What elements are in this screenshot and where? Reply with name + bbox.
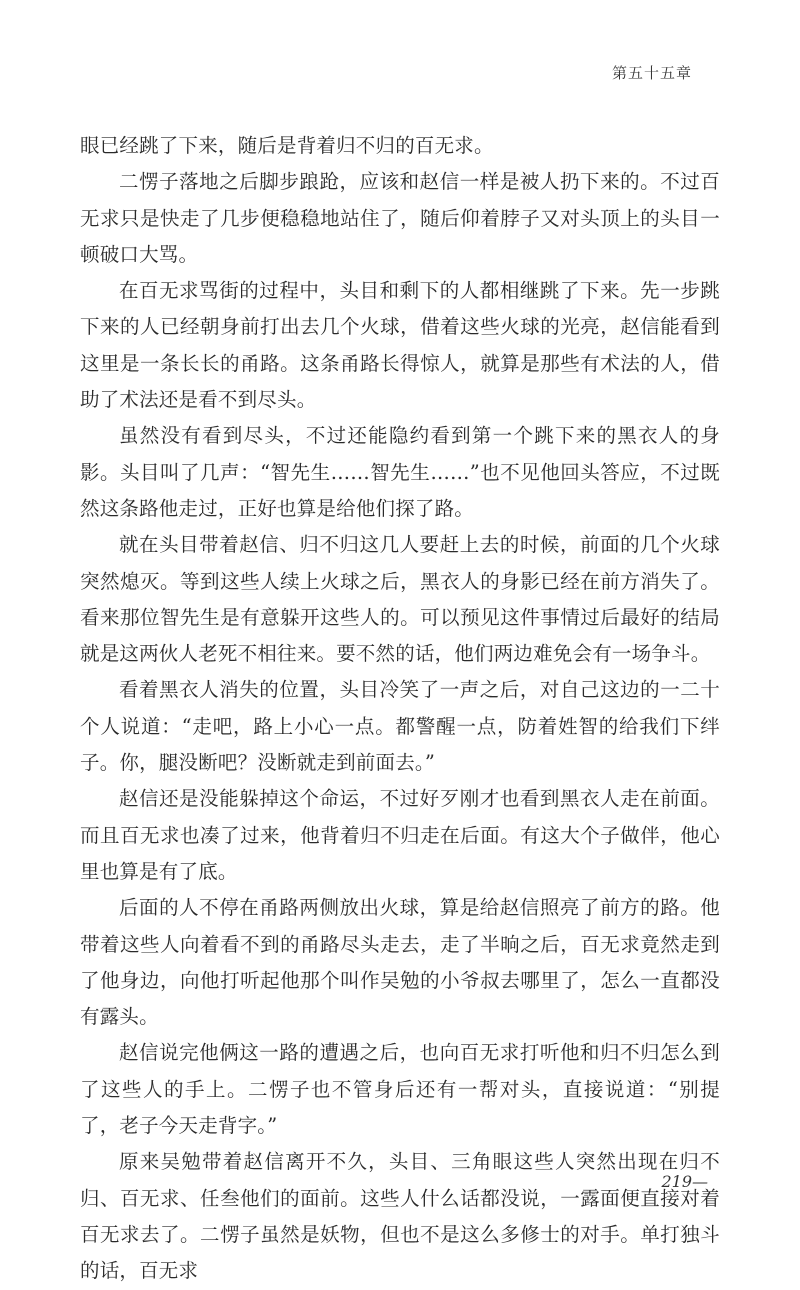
- page-body: [80, 128, 720, 1290]
- paragraph: 原来吴勉带着赵信离开不久，头目、三角眼这些人突然出现在归不归、百无求、任叁他们的面前。这些人什么话都没说，一露面便直接对着百无求去了。二愣子虽然是妖物，但也不是这么多修士的对手。单打独斗的话，百无求: [80, 1150, 720, 1283]
- paragraph: 在百无求骂街的过程中，头目和剩下的人都相继跳了下来。先一步跳下来的人已经朝身前打出去几个火球，借着这些火球的光亮，赵信能看到这里是一条长长的甬路。这条甬路长得惊人，就算是那些有术法的人，借助了术法还是看不到尽头。: [80, 279, 720, 412]
- paragraph: 眼已经跳了下来，随后是背着归不归的百无求。: [80, 134, 494, 157]
- paragraph: 虽然没有看到尽头，不过还能隐约看到第一个跳下来的黑衣人的身影。头目叫了几声：“智先生……智先生……”也不见他回头答应，不过既然这条路他走过，正好也算是给他们探了路。: [80, 424, 720, 520]
- paragraph: 二愣子落地之后脚步踉跄，应该和赵信一样是被人扔下来的。不过百无求只是快走了几步便稳稳地站住了，随后仰着脖子又对头顶上的头目一顿破口大骂。: [80, 170, 720, 266]
- paragraph: 看着黑衣人消失的位置，头目冷笑了一声之后，对自己这边的一二十个人说道：“走吧，路上小心一点。都警醒一点，防着姓智的给我们下绊子。你，腿没断吧？没断就走到前面去。”: [80, 678, 720, 775]
- paragraph: 赵信说完他俩这一路的遭遇之后，也向百无求打听他和归不归怎么到了这些人的手上。二愣子也不管身后还有一帮对头，直接说道：“别提了，老子今天走背字。”: [80, 1041, 720, 1138]
- page-number: 219—: [661, 1172, 708, 1191]
- paragraph: 后面的人不停在甬路两侧放出火球，算是给赵信照亮了前方的路。他带着这些人向着看不到的甬路尽头走去，走了半晌之后，百无求竟然走到了他身边，向他打听起他那个叫作吴勉的小爷叔去哪里了，怎么一直都没有露头。: [80, 896, 720, 1029]
- paragraph: 就在头目带着赵信、归不归这几人要赶上去的时候，前面的几个火球突然熄灭。等到这些人续上火球之后，黑衣人的身影已经在前方消失了。看来那位智先生是有意躲开这些人的。可以预见这件事情过后最好的结局就是这两伙人老死不相往来。要不然的话，他们两边难免会有一场争斗。: [80, 533, 720, 666]
- paragraph: 赵信还是没能躲掉这个命运，不过好歹刚才也看到黑衣人走在前面。而且百无求也凑了过来，他背着归不归走在后面。有这大个子做伴，他心里也算是有了底。: [80, 787, 720, 883]
- running-header-chapter: 第五十五章: [611, 64, 692, 82]
